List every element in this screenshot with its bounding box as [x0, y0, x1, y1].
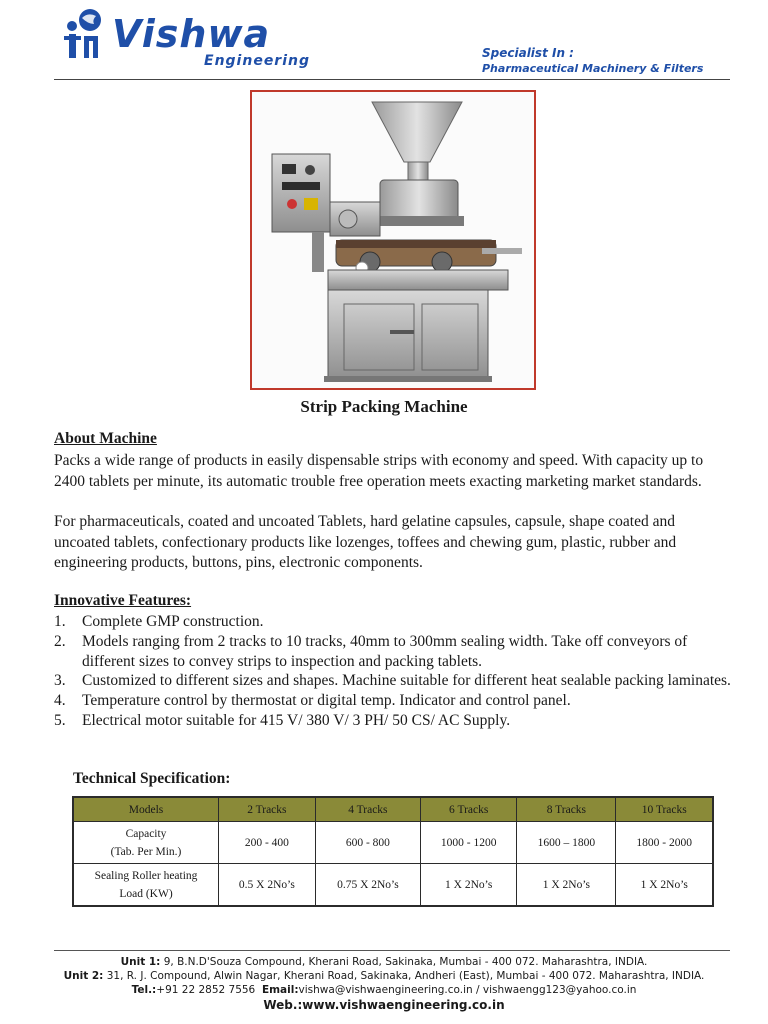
tel-label: Tel.:: [131, 984, 157, 996]
specialist-label: Specialist In :: [482, 46, 574, 60]
about-heading: About Machine: [54, 430, 157, 447]
table-cell: 1600 – 1800: [517, 822, 616, 864]
brand-subtitle: Engineering: [204, 53, 310, 69]
table-cell: 1 X 2No’s: [517, 864, 616, 907]
column-header: 4 Tracks: [315, 797, 420, 822]
footer-unit-1: [0, 956, 768, 968]
row-label: [73, 822, 219, 864]
unit-1-address: 9, B.N.D'Souza Compound, Kherani Road, Sakinaka, Mumbai - 400 072. Maharashtra, INDIA.: [160, 956, 648, 968]
column-header: Models: [73, 797, 219, 822]
spec-table: [72, 796, 714, 907]
table-cell: 200 - 400: [219, 822, 316, 864]
table-header-row: [73, 797, 713, 822]
specialist-value: Pharmaceutical Machinery & Filters: [482, 62, 704, 75]
list-text: Models ranging from 2 tracks to 10 tracks, 40mm to 300mm sealing width. Take off conveyors of different sizes to convey strips to inspection and packing tablets.: [82, 632, 688, 670]
unit-1-label: Unit 1:: [120, 956, 161, 968]
table-cell: 0.75 X 2No’s: [315, 864, 420, 907]
list-number: 2.: [54, 632, 66, 650]
list-item: [54, 612, 734, 632]
product-title: Strip Packing Machine: [300, 397, 468, 416]
footer-web: [0, 998, 768, 1012]
list-item: [54, 671, 734, 691]
letterhead: [0, 0, 768, 82]
about-paragraph-1: Packs a wide range of products in easily dispensable strips with economy and speed. With capacity up to 2400 tablets per minute, its automatic trouble free operation meets exacting marketing market standards.: [54, 452, 704, 490]
row-label-line: Sealing Roller heating: [94, 869, 198, 882]
table-cell: 600 - 800: [315, 822, 420, 864]
list-number: 3.: [54, 672, 66, 690]
list-number: 5.: [54, 711, 66, 729]
web-label: Web.:: [263, 998, 303, 1012]
column-header: 10 Tracks: [616, 797, 713, 822]
header-divider: [54, 79, 730, 80]
row-label-line: (Tab. Per Min.): [110, 845, 182, 858]
brand-name: Vishwa: [112, 12, 271, 56]
footer-contact: [0, 984, 768, 996]
table-cell: 1 X 2No’s: [616, 864, 713, 907]
table-cell: 1 X 2No’s: [421, 864, 517, 907]
list-number: 1.: [54, 613, 66, 630]
column-header: 8 Tracks: [517, 797, 616, 822]
column-header: 2 Tracks: [219, 797, 316, 822]
table-cell: 1000 - 1200: [421, 822, 517, 864]
email-value: vishwa@vishwaengineering.co.in / vishwaengg123@yahoo.co.in: [298, 984, 637, 996]
list-item: [54, 711, 734, 731]
list-text: Complete GMP construction.: [82, 613, 264, 630]
product-photo: [250, 90, 536, 390]
spec-heading: Technical Specification:: [73, 770, 231, 787]
list-text: Customized to different sizes and shapes. Machine suitable for different heat sealable packing laminates.: [82, 672, 731, 690]
row-label: [73, 864, 219, 907]
tel-value: +91 22 2852 7556: [156, 984, 256, 996]
unit-2-address: 31, R. J. Compound, Alwin Nagar, Kherani Road, Sakinaka, Andheri (East), Mumbai - 400 072. Maharashtra, INDIA.: [103, 970, 705, 982]
table-row: [73, 822, 713, 864]
features-list: [54, 612, 734, 731]
footer-unit-2: [0, 970, 768, 982]
unit-2-label: Unit 2:: [63, 970, 104, 982]
about-paragraph-2: For pharmaceuticals, coated and uncoated Tablets, hard gelatine capsules, capsule, shape coated and uncoated tablets, confectionary products like lozenges, toffees and chewing gum, plastic, rubber and engineering products, buttons, pins, electronic components.: [54, 513, 677, 571]
table-cell: 0.5 X 2No’s: [219, 864, 316, 907]
table-row: [73, 864, 713, 907]
row-label-line: Capacity: [125, 827, 167, 840]
list-text: Temperature control by thermostat or digital temp. Indicator and control panel.: [82, 692, 571, 710]
vishwa-logo-icon: [60, 6, 106, 64]
list-number: 4.: [54, 692, 66, 710]
web-link[interactable]: www.vishwaengineering.co.in: [302, 998, 505, 1012]
list-item: [54, 632, 734, 672]
list-item: [54, 691, 734, 711]
email-label: Email:: [261, 984, 299, 996]
footer-divider: [54, 950, 730, 951]
features-heading: Innovative Features:: [54, 592, 192, 609]
column-header: 6 Tracks: [421, 797, 517, 822]
strip-packing-machine-photo: [252, 92, 534, 388]
table-cell: 1800 - 2000: [616, 822, 713, 864]
list-text: Electrical motor suitable for 415 V/ 380 V/ 3 PH/ 50 CS/ AC Supply.: [82, 711, 511, 729]
row-label-line: Load (KW): [119, 887, 173, 900]
